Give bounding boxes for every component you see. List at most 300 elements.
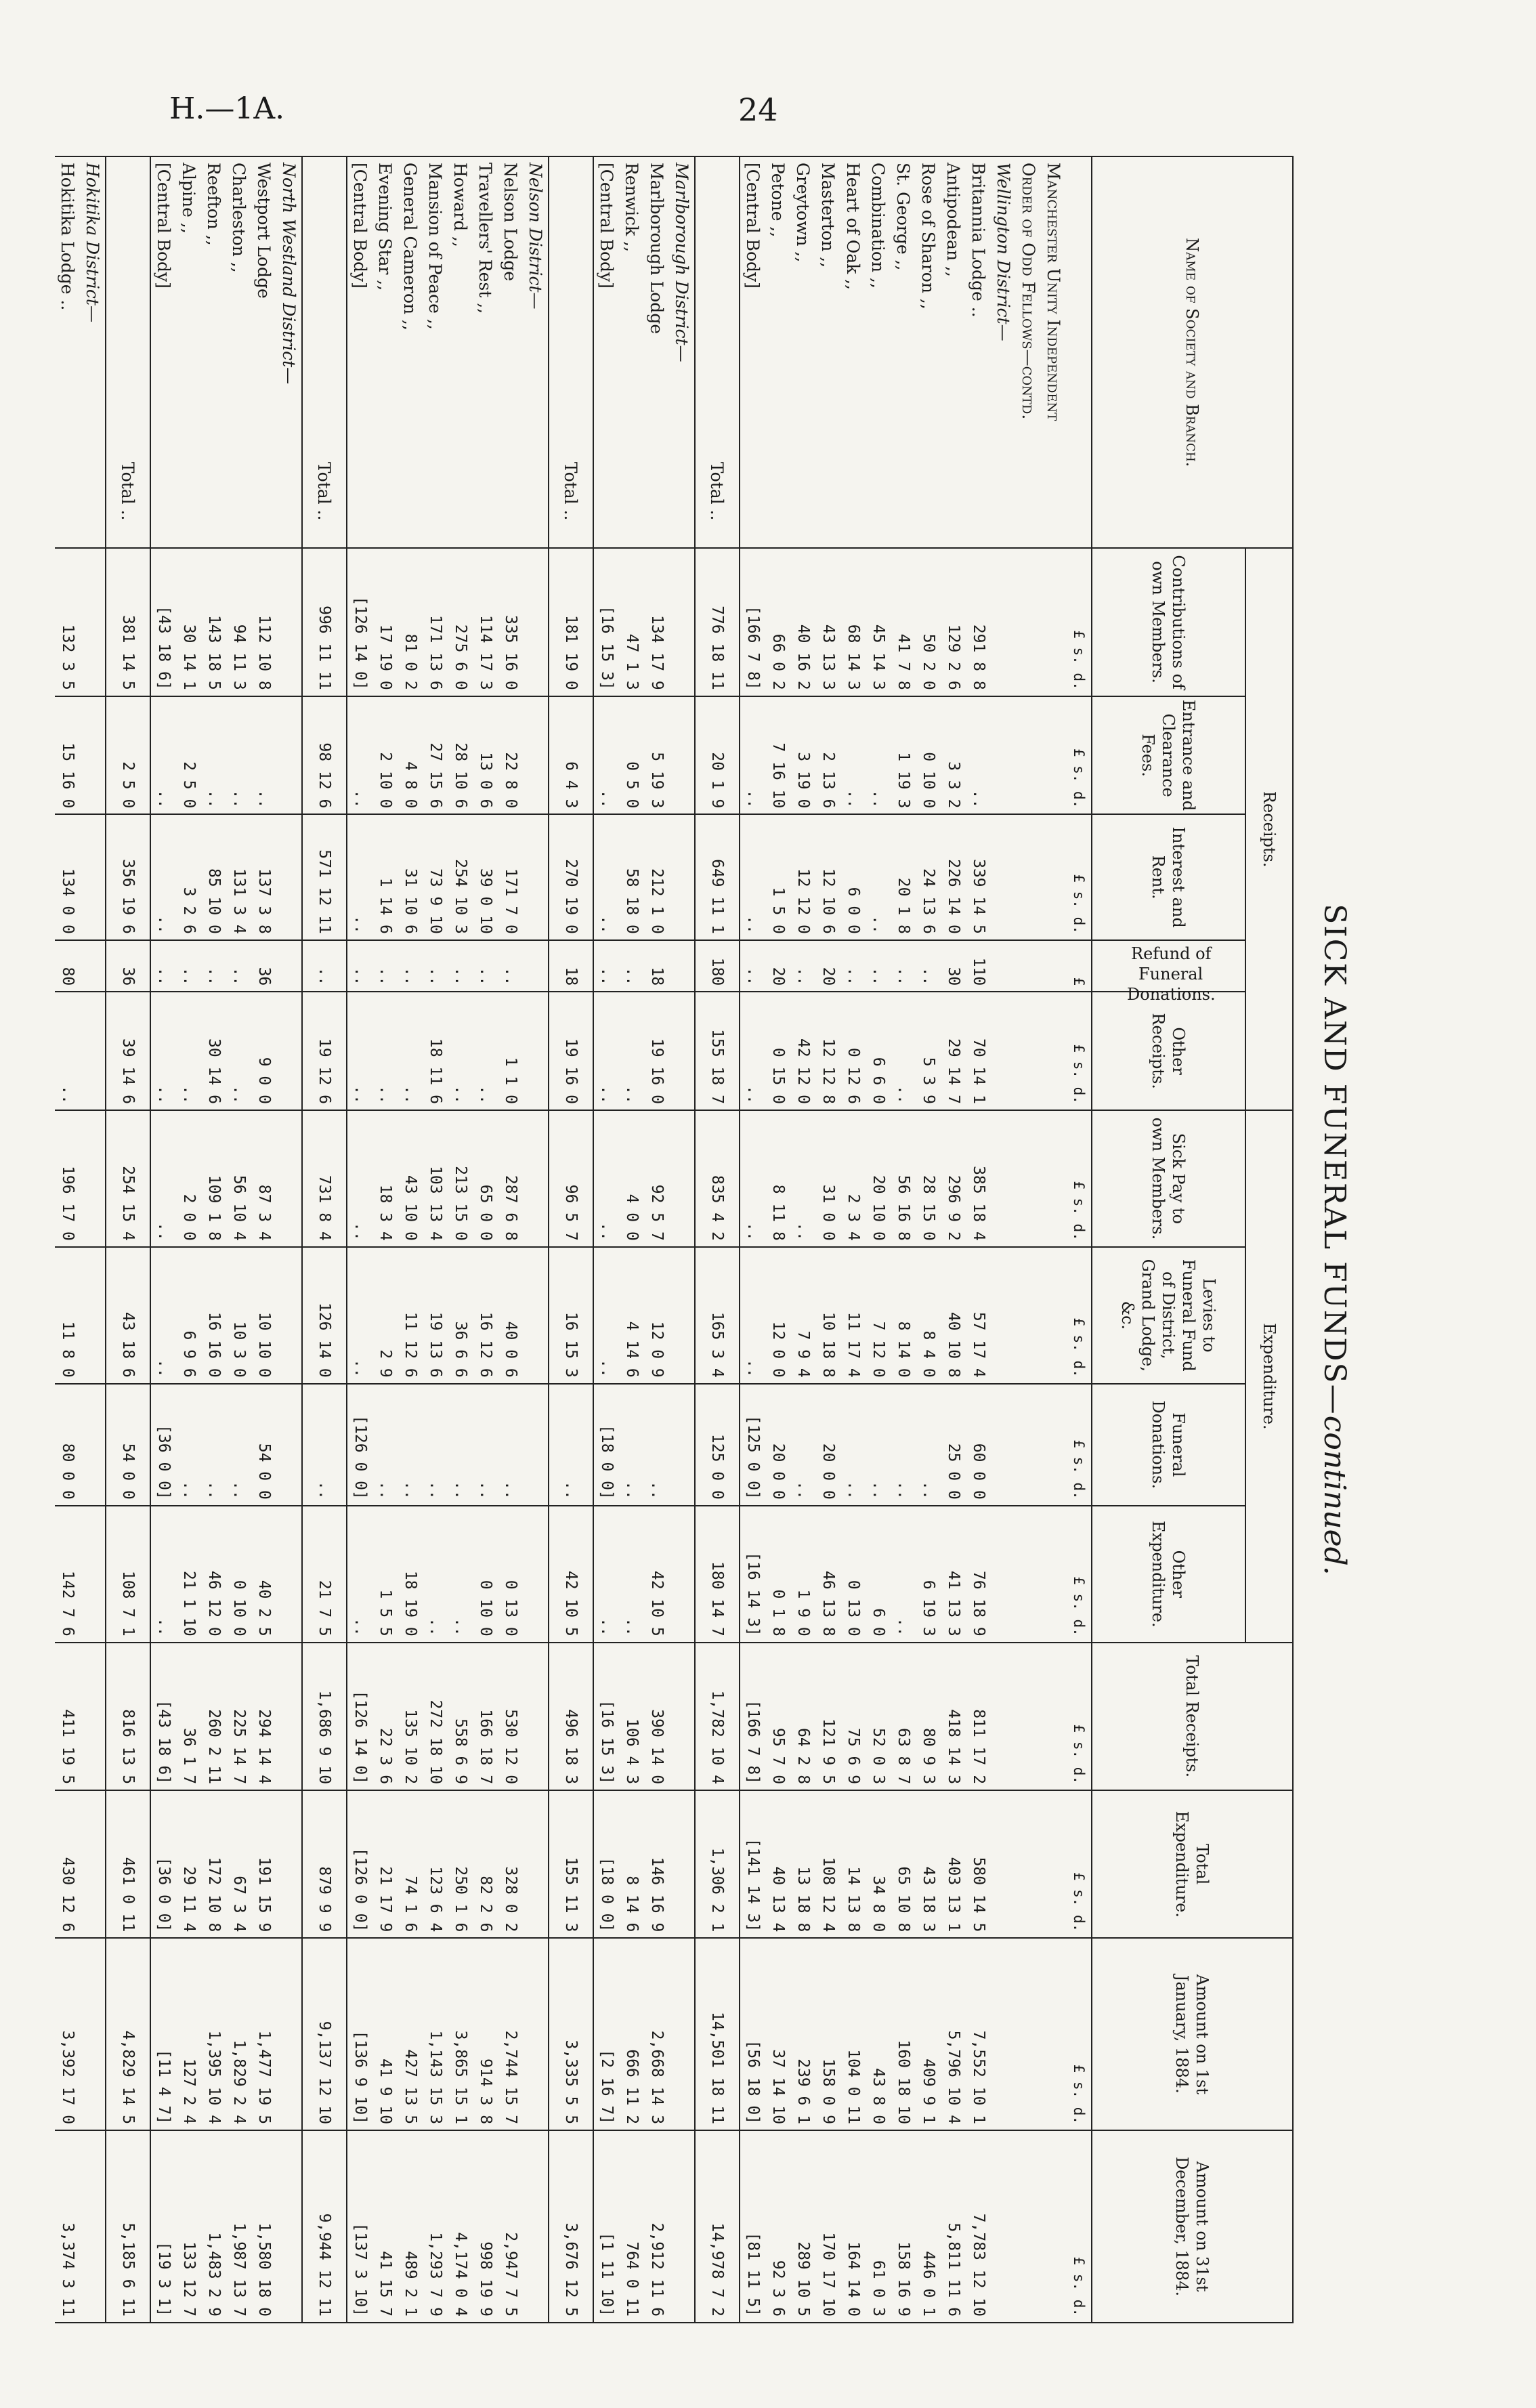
table-cell: .. xyxy=(347,992,372,1110)
table-cell: 3 3 2 xyxy=(941,696,966,815)
table-cell: 165 3 4 xyxy=(695,1247,740,1384)
currency-cell: £ s. d. xyxy=(1066,548,1092,696)
table-cell: 7 9 4 xyxy=(790,1247,815,1384)
table-cell: 81 0 2 xyxy=(398,548,423,696)
branch-name: St. George ,, xyxy=(891,156,916,548)
branch-name: Charleston ,, xyxy=(226,156,251,548)
table-cell: 18 3 4 xyxy=(372,1110,398,1247)
table-cell: .. xyxy=(593,814,619,940)
table-cell: [126 0 0] xyxy=(347,1790,372,1938)
table-cell: 40 13 4 xyxy=(765,1790,790,1938)
table-cell: 19 12 6 xyxy=(302,992,347,1110)
table-cell xyxy=(1041,1110,1066,1247)
table-cell: .. xyxy=(150,1506,176,1643)
table-cell xyxy=(276,1506,302,1643)
table-cell: 43 10 0 xyxy=(398,1110,423,1247)
table-cell xyxy=(80,696,106,815)
table-cell: .. xyxy=(448,1506,473,1643)
table-cell: 106 4 3 xyxy=(619,1643,644,1790)
table-cell: .. xyxy=(891,1506,916,1643)
table-cell: 2 10 0 xyxy=(372,696,398,815)
rotated-table-region xyxy=(58,156,1375,2323)
table-cell: .. xyxy=(226,992,251,1110)
table-cell: 20 0 0 xyxy=(765,1384,790,1506)
table-cell: 76 18 9 xyxy=(966,1506,991,1643)
table-cell: 42 10 5 xyxy=(549,1506,593,1643)
currency-cell: £ s. d. xyxy=(1066,696,1092,815)
table-cell: 289 10 5 xyxy=(790,2130,815,2323)
table-cell: .. xyxy=(423,1506,448,1643)
table-cell xyxy=(669,1938,695,2130)
table-cell: 1 5 5 xyxy=(372,1506,398,1643)
currency-cell: £ s. d. xyxy=(1066,992,1092,1110)
col-amount-dec: Amount on 31st December, 1884. xyxy=(1092,2130,1293,2323)
table-cell: 764 0 11 xyxy=(619,2130,644,2323)
table-cell: .. xyxy=(619,940,644,992)
branch-name: Total .. xyxy=(695,156,740,548)
table-cell: 1,143 15 3 xyxy=(423,1938,448,2130)
table-cell: 2,947 7 5 xyxy=(498,2130,523,2323)
table-cell: 16 16 0 xyxy=(201,1247,226,1384)
table-cell: 5,185 6 11 xyxy=(106,2130,150,2323)
society-heading-row xyxy=(1041,156,1066,2323)
table-cell xyxy=(80,814,106,940)
table-row xyxy=(226,156,251,2323)
table-cell: 0 15 0 xyxy=(765,992,790,1110)
table-cell xyxy=(80,1790,106,1938)
funds-table xyxy=(55,156,1294,2323)
table-cell: 191 15 9 xyxy=(251,1790,276,1938)
table-cell xyxy=(1041,1506,1066,1643)
table-cell: 0 10 0 xyxy=(473,1506,498,1643)
branch-name: Wellington District— xyxy=(991,156,1016,548)
table-cell: .. xyxy=(347,1110,372,1247)
table-cell: 0 10 0 xyxy=(916,696,941,815)
table-cell xyxy=(80,548,106,696)
table-cell: 52 0 3 xyxy=(866,1643,891,1790)
table-cell: 5 19 3 xyxy=(644,696,669,815)
table-cell: 27 15 6 xyxy=(423,696,448,815)
branch-name: Greytown ,, xyxy=(790,156,815,548)
table-cell: .. xyxy=(891,992,916,1110)
district-heading-row xyxy=(80,156,106,2323)
table-cell: 64 2 8 xyxy=(790,1643,815,1790)
table-row xyxy=(815,156,840,2323)
table-cell: 40 16 2 xyxy=(790,548,815,696)
table-cell: 92 3 6 xyxy=(765,2130,790,2323)
table-cell: 126 14 0 xyxy=(302,1247,347,1384)
table-cell xyxy=(669,814,695,940)
table-cell: 66 0 2 xyxy=(765,548,790,696)
table-cell: 1,483 2 9 xyxy=(201,2130,226,2323)
table-cell: 54 0 0 xyxy=(251,1384,276,1506)
table-cell: .. xyxy=(866,814,891,940)
table-cell: 666 11 2 xyxy=(619,1938,644,2130)
table-cell: 42 10 5 xyxy=(644,1506,669,1643)
table-cell: 36 xyxy=(251,940,276,992)
table-cell: 339 14 5 xyxy=(966,814,991,940)
table-cell: 3,335 5 5 xyxy=(549,1938,593,2130)
table-cell: 135 10 2 xyxy=(398,1643,423,1790)
table-cell: 36 xyxy=(106,940,150,992)
table-cell: 196 17 0 xyxy=(55,1110,80,1247)
table-cell xyxy=(991,2130,1016,2323)
table-row xyxy=(866,156,891,2323)
table-cell: 213 15 0 xyxy=(448,1110,473,1247)
table-cell: 58 18 0 xyxy=(619,814,644,940)
table-cell: .. xyxy=(302,940,347,992)
table-cell: 1,306 2 1 xyxy=(695,1790,740,1938)
total-row xyxy=(106,156,150,2323)
table-cell: 7,783 12 10 xyxy=(966,2130,991,2323)
branch-name: Reefton ,, xyxy=(201,156,226,548)
table-cell: .. xyxy=(740,696,765,815)
col-contributions: Contributions of own Members. xyxy=(1092,548,1245,696)
table-cell xyxy=(991,1643,1016,1790)
table-cell xyxy=(1041,1938,1066,2130)
table-cell: 21 1 10 xyxy=(176,1506,201,1643)
table-cell: 2 3 4 xyxy=(840,1110,866,1247)
table-cell: 10 3 0 xyxy=(226,1247,251,1384)
table-cell: 3,374 3 11 xyxy=(55,2130,80,2323)
table-cell: [141 14 3] xyxy=(740,1790,765,1938)
table-cell: 996 11 11 xyxy=(302,548,347,696)
branch-name: Marlborough Lodge xyxy=(644,156,669,548)
table-cell: 1,580 18 0 xyxy=(251,2130,276,2323)
table-cell: 12 12 8 xyxy=(815,992,840,1110)
table-cell: .. xyxy=(55,992,80,1110)
table-cell: 254 10 3 xyxy=(448,814,473,940)
currency-cell: £ s. d. xyxy=(1066,1938,1092,2130)
table-cell: 61 0 3 xyxy=(866,2130,891,2323)
col-amount-jan: Amount on 1st January, 1884. xyxy=(1092,1938,1293,2130)
table-cell xyxy=(80,1110,106,1247)
table-cell: 998 19 9 xyxy=(473,2130,498,2323)
table-cell xyxy=(523,1110,549,1247)
table-cell: .. xyxy=(593,1506,619,1643)
table-cell: 42 12 0 xyxy=(790,992,815,1110)
table-cell: 558 6 9 xyxy=(448,1643,473,1790)
total-row xyxy=(549,156,593,2323)
table-cell: .. xyxy=(840,940,866,992)
table-cell: 70 14 1 xyxy=(966,992,991,1110)
branch-name: [Central Body] xyxy=(347,156,372,548)
branch-name: Petone ,, xyxy=(765,156,790,548)
table-cell xyxy=(991,1110,1016,1247)
table-row xyxy=(498,156,523,2323)
table-cell: 6 9 6 xyxy=(176,1247,201,1384)
table-cell: 9,944 12 11 xyxy=(302,2130,347,2323)
table-cell: 29 14 7 xyxy=(941,992,966,1110)
table-cell xyxy=(523,1790,549,1938)
table-cell: 8 14 6 xyxy=(619,1790,644,1938)
table-cell: .. xyxy=(201,1384,226,1506)
branch-name: Hokitika Lodge .. xyxy=(55,156,80,548)
table-cell: [43 18 6] xyxy=(150,1643,176,1790)
table-cell: 46 13 8 xyxy=(815,1506,840,1643)
table-cell: 430 12 6 xyxy=(55,1790,80,1938)
table-cell: 226 14 0 xyxy=(941,814,966,940)
table-cell: 36 1 7 xyxy=(176,1643,201,1790)
table-cell: [125 0 0] xyxy=(740,1384,765,1506)
table-cell: 3 19 0 xyxy=(790,696,815,815)
table-cell: 114 17 3 xyxy=(473,548,498,696)
table-cell xyxy=(1016,814,1041,940)
table-cell xyxy=(991,1938,1016,2130)
table-cell: .. xyxy=(448,992,473,1110)
table-cell: .. xyxy=(473,992,498,1110)
table-cell: 34 8 0 xyxy=(866,1790,891,1938)
table-cell: 2,912 11 6 xyxy=(644,2130,669,2323)
table-cell: .. xyxy=(372,1384,398,1506)
table-cell: 20 1 8 xyxy=(891,814,916,940)
table-cell: .. xyxy=(790,1110,815,1247)
table-cell xyxy=(80,1506,106,1643)
currency-cell: £ s. d. xyxy=(1066,1384,1092,1506)
col-name: Name of Society and Branch. xyxy=(1092,156,1293,548)
table-cell: 403 13 1 xyxy=(941,1790,966,1938)
table-cell: 0 13 0 xyxy=(498,1506,523,1643)
table-cell: 409 9 1 xyxy=(916,1938,941,2130)
table-cell xyxy=(80,1643,106,1790)
table-cell: .. xyxy=(593,1247,619,1384)
table-cell: 580 14 5 xyxy=(966,1790,991,1938)
table-cell xyxy=(669,992,695,1110)
table-cell: 63 8 7 xyxy=(891,1643,916,1790)
district-heading-row xyxy=(669,156,695,2323)
table-cell: 16 15 3 xyxy=(549,1247,593,1384)
table-cell: 104 0 11 xyxy=(840,1938,866,2130)
table-cell: .. xyxy=(448,1384,473,1506)
table-cell xyxy=(1016,1790,1041,1938)
table-cell: 12 10 6 xyxy=(815,814,840,940)
table-cell: 180 14 7 xyxy=(695,1506,740,1643)
branch-name: Mansion of Peace ,, xyxy=(423,156,448,548)
table-cell: .. xyxy=(347,814,372,940)
table-cell: 181 19 0 xyxy=(549,548,593,696)
table-cell: 250 1 6 xyxy=(448,1790,473,1938)
table-cell: .. xyxy=(347,940,372,992)
table-cell: 390 14 0 xyxy=(644,1643,669,1790)
table-cell: 4 0 0 xyxy=(619,1110,644,1247)
branch-name: Britannia Lodge .. xyxy=(966,156,991,548)
table-cell: .. xyxy=(891,1384,916,1506)
table-cell xyxy=(669,1384,695,1506)
table-cell: .. xyxy=(549,1384,593,1506)
table-cell xyxy=(276,1384,302,1506)
table-cell xyxy=(1016,992,1041,1110)
table-cell: 14 13 8 xyxy=(840,1790,866,1938)
col-total-receipts: Total Receipts. xyxy=(1092,1643,1293,1790)
table-row xyxy=(150,156,176,2323)
table-cell: 835 4 2 xyxy=(695,1110,740,1247)
table-cell: 418 14 3 xyxy=(941,1643,966,1790)
table-cell: [166 7 8] xyxy=(740,1643,765,1790)
table-cell: 13 18 8 xyxy=(790,1790,815,1938)
table-cell xyxy=(1016,1938,1041,2130)
table-cell: 37 14 10 xyxy=(765,1938,790,2130)
district-heading-row xyxy=(276,156,302,2323)
table-cell: .. xyxy=(372,992,398,1110)
table-cell: 54 0 0 xyxy=(106,1384,150,1506)
table-cell: .. xyxy=(840,696,866,815)
table-cell: 39 14 6 xyxy=(106,992,150,1110)
table-row xyxy=(966,156,991,2323)
table-cell: 2,668 14 3 xyxy=(644,1938,669,2130)
table-cell xyxy=(1041,992,1066,1110)
table-cell xyxy=(80,1247,106,1384)
table-cell: 74 1 6 xyxy=(398,1790,423,1938)
table-row xyxy=(372,156,398,2323)
table-cell: .. xyxy=(740,814,765,940)
table-cell: [126 14 0] xyxy=(347,1643,372,1790)
table-cell xyxy=(1016,1384,1041,1506)
table-cell: 287 6 8 xyxy=(498,1110,523,1247)
table-cell: 30 14 6 xyxy=(201,992,226,1110)
branch-name: Nelson Lodge xyxy=(498,156,523,548)
currency-cell: £ s. d. xyxy=(1066,814,1092,940)
table-cell: 65 10 8 xyxy=(891,1790,916,1938)
table-cell xyxy=(1041,2130,1066,2323)
table-cell: 1,686 9 10 xyxy=(302,1643,347,1790)
table-cell xyxy=(276,548,302,696)
branch-name: North Westland District— xyxy=(276,156,302,548)
table-cell xyxy=(276,992,302,1110)
table-cell: 18 19 0 xyxy=(398,1506,423,1643)
table-cell: 427 13 5 xyxy=(398,1938,423,2130)
table-cell: 10 18 8 xyxy=(815,1247,840,1384)
table-cell: .. xyxy=(347,1247,372,1384)
total-row xyxy=(695,156,740,2323)
table-cell: 11 8 0 xyxy=(55,1247,80,1384)
table-cell: .. xyxy=(790,1384,815,1506)
table-cell: .. xyxy=(619,992,644,1110)
table-row xyxy=(644,156,669,2323)
col-total-expenditure: Total Expenditure. xyxy=(1092,1790,1293,1938)
table-cell: 7,552 10 1 xyxy=(966,1938,991,2130)
table-cell: [2 16 7] xyxy=(593,1938,619,2130)
table-cell xyxy=(523,1247,549,1384)
table-cell: .. xyxy=(201,940,226,992)
table-cell: 8 14 0 xyxy=(891,1247,916,1384)
table-cell xyxy=(80,2130,106,2323)
branch-name: General Cameron ,, xyxy=(398,156,423,548)
table-cell: 4 8 0 xyxy=(398,696,423,815)
col-refund xyxy=(1092,940,1245,1004)
table-cell: .. xyxy=(916,1384,941,1506)
table-cell: 8 4 0 xyxy=(916,1247,941,1384)
table-cell: .. xyxy=(593,696,619,815)
table-cell: .. xyxy=(593,940,619,992)
table-cell: 11 17 4 xyxy=(840,1247,866,1384)
table-cell: 1 1 0 xyxy=(498,992,523,1110)
table-cell: .. xyxy=(840,1384,866,1506)
table-cell: [19 3 1] xyxy=(150,2130,176,2323)
table-cell: 40 2 5 xyxy=(251,1506,276,1643)
table-cell: .. xyxy=(398,1384,423,1506)
table-cell: .. xyxy=(347,696,372,815)
table-cell: 20 xyxy=(815,940,840,992)
group-expenditure: Expenditure. xyxy=(1245,1110,1293,1643)
table-cell: 260 2 11 xyxy=(201,1643,226,1790)
table-cell: 12 12 0 xyxy=(790,814,815,940)
table-cell: 127 2 4 xyxy=(176,1938,201,2130)
table-cell: 2 5 0 xyxy=(106,696,150,815)
table-cell: 108 12 4 xyxy=(815,1790,840,1938)
table-cell xyxy=(1016,1110,1041,1247)
table-cell: 80 0 0 xyxy=(55,1384,80,1506)
table-row xyxy=(840,156,866,2323)
table-cell: .. xyxy=(347,1506,372,1643)
table-cell: 22 8 0 xyxy=(498,696,523,815)
table-cell: 15 16 0 xyxy=(55,696,80,815)
table-cell: 275 6 0 xyxy=(448,548,473,696)
table-cell xyxy=(276,1790,302,1938)
table-cell: 80 9 3 xyxy=(916,1643,941,1790)
table-cell: 134 0 0 xyxy=(55,814,80,940)
table-row xyxy=(765,156,790,2323)
table-cell: [36 0 0] xyxy=(150,1384,176,1506)
table-cell: 172 10 8 xyxy=(201,1790,226,1938)
table-cell: 461 0 11 xyxy=(106,1790,150,1938)
table-row xyxy=(347,156,372,2323)
col-refund-label: Refund of Funeral Donations. xyxy=(1126,944,1216,1004)
table-cell xyxy=(523,2130,549,2323)
table-cell: 164 14 0 xyxy=(840,2130,866,2323)
table-cell xyxy=(991,1790,1016,1938)
table-cell: .. xyxy=(966,696,991,815)
table-cell: 143 18 5 xyxy=(201,548,226,696)
table-cell: 496 18 3 xyxy=(549,1643,593,1790)
table-cell: 30 xyxy=(941,940,966,992)
table-cell: 160 18 10 xyxy=(891,1938,916,2130)
table-cell: 225 14 7 xyxy=(226,1643,251,1790)
table-cell: 170 17 10 xyxy=(815,2130,840,2323)
table-row xyxy=(891,156,916,2323)
table-cell: [36 0 0] xyxy=(150,1790,176,1938)
table-cell: 6 4 3 xyxy=(549,696,593,815)
table-cell xyxy=(669,548,695,696)
table-cell: 29 11 4 xyxy=(176,1790,201,1938)
table-cell: 41 13 3 xyxy=(941,1506,966,1643)
table-cell: 4 14 6 xyxy=(619,1247,644,1384)
table-cell xyxy=(276,814,302,940)
table-cell: 1,987 13 7 xyxy=(226,2130,251,2323)
table-cell: 13 0 6 xyxy=(473,696,498,815)
table-row xyxy=(176,156,201,2323)
table-cell: 108 7 1 xyxy=(106,1506,150,1643)
table-cell: 43 8 0 xyxy=(866,1938,891,2130)
table-cell: 328 0 2 xyxy=(498,1790,523,1938)
page-header xyxy=(0,0,1536,135)
table-cell: [126 0 0] xyxy=(347,1384,372,1506)
table-cell xyxy=(1041,1643,1066,1790)
table-cell: 67 3 4 xyxy=(226,1790,251,1938)
table-cell: 21 7 5 xyxy=(302,1506,347,1643)
table-cell: 5,796 10 4 xyxy=(941,1938,966,2130)
table-cell xyxy=(669,1247,695,1384)
table-cell: 28 15 0 xyxy=(916,1110,941,1247)
table-row xyxy=(790,156,815,2323)
society-heading-row xyxy=(1016,156,1041,2323)
col-levies: Levies to Funeral Fund of District, Grand Lodge, &c. xyxy=(1092,1247,1245,1384)
table-cell xyxy=(1041,940,1066,992)
table-cell: .. xyxy=(866,696,891,815)
table-body xyxy=(55,156,1092,2323)
table-cell xyxy=(276,940,302,992)
document-code: H.—1A. xyxy=(169,91,285,126)
table-cell: 166 18 7 xyxy=(473,1643,498,1790)
